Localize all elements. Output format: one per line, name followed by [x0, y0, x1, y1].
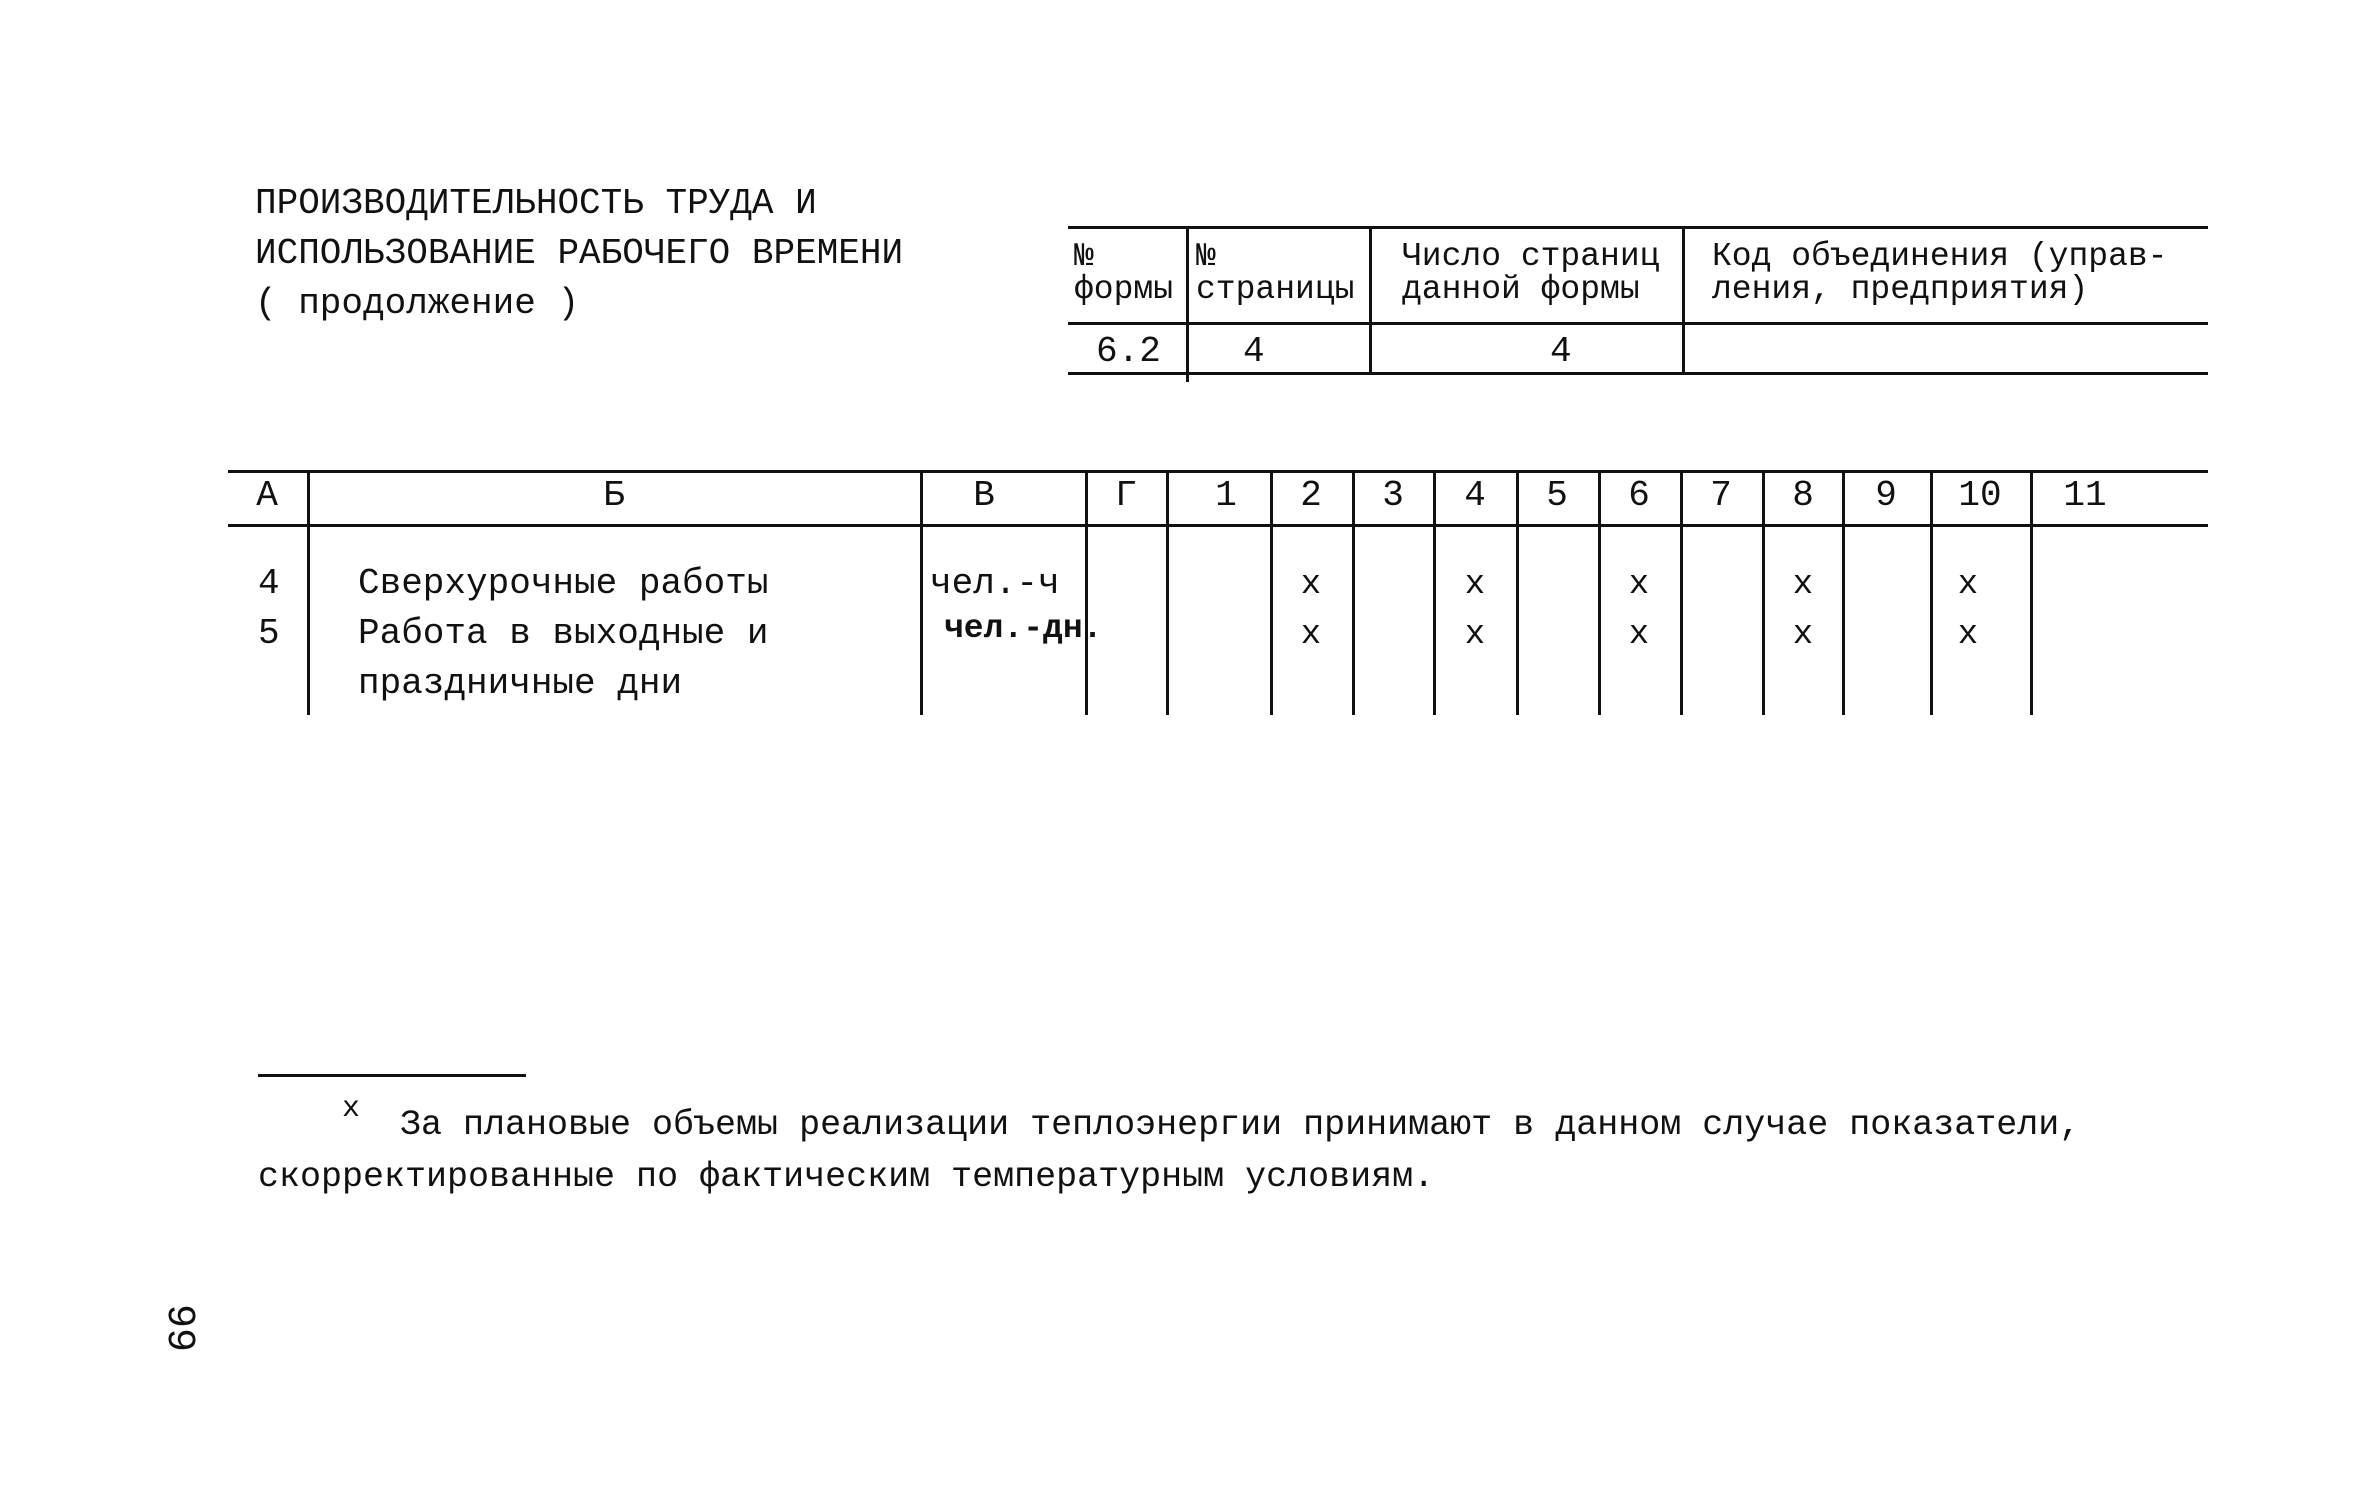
column-divider — [1352, 470, 1355, 715]
column-divider — [1930, 470, 1933, 715]
cell-col-10: x — [1957, 616, 1979, 654]
column-header-5: 5 — [1546, 475, 1568, 516]
footnote-marker: x — [342, 1092, 361, 1126]
title-line-1: ПРОИЗВОДИТЕЛЬНОСТЬ ТРУДА И — [255, 183, 817, 224]
page-count-header: Число страниц данной формы — [1402, 238, 1660, 308]
cell-col-6: x — [1628, 566, 1650, 604]
column-divider — [307, 470, 310, 715]
title-line-3: ( продолжение ) — [255, 283, 580, 324]
form-no-header: № формы — [1074, 238, 1174, 308]
column-divider — [1433, 470, 1436, 715]
form-info-divider — [1186, 226, 1189, 382]
main-table-header-rule — [228, 524, 2208, 527]
row-unit: чел.-ч — [930, 563, 1060, 604]
column-header-a: А — [256, 475, 278, 516]
column-divider — [1270, 470, 1273, 715]
page-number: 99 — [156, 1303, 202, 1353]
form-info-bottom-rule — [1068, 372, 2208, 375]
page-no-value: 4 — [1243, 331, 1265, 372]
column-divider — [1085, 470, 1088, 715]
cell-col-2: x — [1300, 566, 1322, 604]
column-divider — [2030, 470, 2033, 715]
row-number: 5 — [258, 613, 280, 654]
page-no-header: № страницы — [1196, 238, 1355, 308]
column-divider — [920, 470, 923, 715]
footnote-line-1: За плановые объемы реализации теплоэнергии принимают в данном случае показатели, — [400, 1105, 2081, 1145]
form-info-top-rule — [1068, 226, 2208, 229]
column-header-b: Б — [603, 475, 625, 516]
row-name: Работа в выходные и — [358, 613, 769, 654]
column-header-10: 10 — [1958, 475, 2002, 516]
cell-col-8: x — [1792, 566, 1814, 604]
form-info-mid-rule — [1068, 322, 2208, 325]
column-header-1: 1 — [1215, 475, 1237, 516]
column-header-v: В — [973, 475, 995, 516]
column-divider — [1842, 470, 1845, 715]
column-header-7: 7 — [1710, 475, 1732, 516]
form-no-value: 6.2 — [1096, 331, 1161, 372]
form-info-divider — [1369, 226, 1372, 372]
column-divider — [1680, 470, 1683, 715]
page-count-value: 4 — [1550, 331, 1572, 372]
main-table-top-rule — [228, 470, 2208, 473]
cell-col-2: x — [1300, 616, 1322, 654]
column-header-6: 6 — [1628, 475, 1650, 516]
column-header-3: 3 — [1382, 475, 1404, 516]
column-divider — [1166, 470, 1169, 715]
column-header-4: 4 — [1464, 475, 1486, 516]
footnote-line-2: скорректированные по фактическим температурным условиям. — [258, 1157, 1435, 1197]
cell-col-4: x — [1464, 566, 1486, 604]
title-line-2: ИСПОЛЬЗОВАНИЕ РАБОЧЕГО ВРЕМЕНИ — [255, 233, 904, 274]
row-name: Сверхурочные работы — [358, 563, 769, 604]
column-header-11: 11 — [2063, 475, 2107, 516]
row-number: 4 — [258, 563, 280, 604]
column-header-2: 2 — [1300, 475, 1322, 516]
column-divider — [1762, 470, 1765, 715]
cell-col-8: x — [1792, 616, 1814, 654]
row-unit: чел.-дн. — [944, 610, 1103, 647]
footnote-separator — [258, 1074, 526, 1077]
cell-col-10: x — [1957, 566, 1979, 604]
org-code-header: Код объединения (управ- ления, предприятия) — [1712, 238, 2168, 308]
column-header-8: 8 — [1792, 475, 1814, 516]
column-divider — [1516, 470, 1519, 715]
column-divider — [1598, 470, 1601, 715]
cell-col-6: x — [1628, 616, 1650, 654]
form-info-divider — [1682, 226, 1685, 372]
cell-col-4: x — [1464, 616, 1486, 654]
column-header-9: 9 — [1875, 475, 1897, 516]
row-name-continued: праздничные дни — [358, 663, 683, 704]
column-header-g: Г — [1115, 475, 1137, 516]
